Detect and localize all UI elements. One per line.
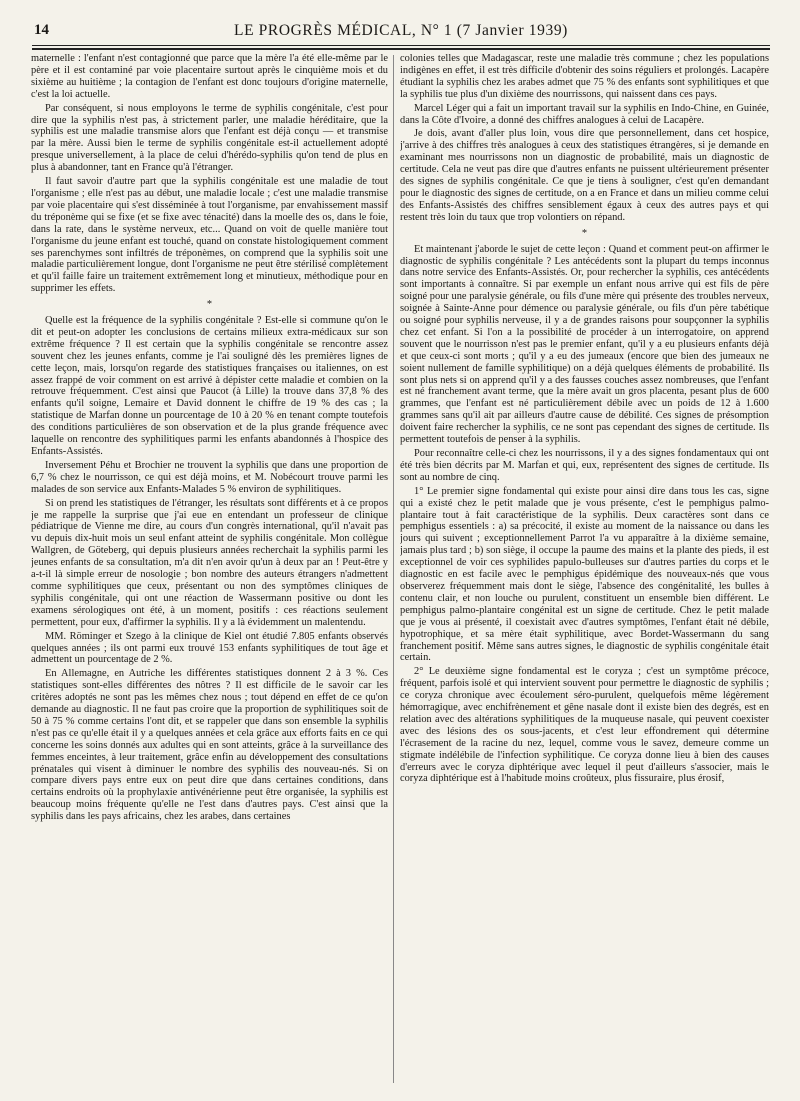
journal-title: LE PROGRÈS MÉDICAL, N° 1 (7 Janvier 1939) [234, 22, 568, 39]
paragraph: Marcel Léger qui a fait un important travail sur la syphilis en Indo-Chine, en Guinée, dans la Côte d'Ivoire, a donné des chiffres analogues à celui de Lacapère. [400, 102, 769, 126]
paragraph: Par conséquent, si nous employons le terme de syphilis congénitale, c'est pour dire que la syphilis n'est pas, à strictement parler, une maladie héréditaire, que la syphilis est une maladie transmise alors que l'enfant est déjà conçu — et transmise par la mère. Aussi bien le terme de syphilis congénitale est-il actuellement adopté presque universellement, à la place de celui d'hérédo-syphilis qu'on tend de plus en plus à abandonner, tant en France qu'à l'étranger. [31, 102, 388, 174]
paragraph: Si on prend les statistiques de l'étranger, les résultats sont différents et à ce propos je me rappelle la surprise que j'ai eue en entendant un professeur de clinique pédiatrique de Vienne me dire, au cours d'un congrès international, qu'il n'avait pas vu depuis dix-huit mois un seul enfant atteint de syphilis congénitale. Mon collègue Wallgren, de Göteberg, qui depuis plusieurs années recherchait la syphilis parmi les jeunes enfants de sa consultation, m'a dit n'en avoir qu'un à deux par an ! Peut-être y a-t-il là simple erreur de nosologie ; bon nombre des auteurs étrangers n'admettent comme syphilitiques que ceux, présentant ou non des symptômes cliniques de syphilis congénitale, qui ont une réaction de Wassermann positive ou dont les examens sérologiques ont été, à un moment, positifs : ces réactions seulement permettent, pour eux, d'affirmer la syphilis. Il y a là évidemment un malentendu. [31, 497, 388, 628]
section-separator: * [206, 299, 213, 311]
header-rule [32, 45, 770, 50]
paragraph: En Allemagne, en Autriche les différentes statistiques donnent 2 à 3 %. Ces statistiques sont-elles différentes des nôtres ? Il est difficile de le savoir car les critères adoptés ne sont pas les mêmes chez nous ; tout dépend en effet de ce qu'on demande au diagnostic. Il ne faut pas croire que la proportion de syphilitiques soit de 50 à 75 % comme certains l'ont dit, et se rappeler que dans son ensemble la syphilis n'est pas ce qu'elle était il y a quelques années et cela grâce aux efforts faits en ce qui concerne les soins donnés aux adultes qui en sont atteints, grâce à la surveillance des femmes enceintes, à leur traitement, grâce enfin au développement des consultations prénatales qui visent à diminuer le nombre des syphilis des nouveau-nés. Si on compare divers pays entre eux on peut dire que dans certaines conditions, dans certains endroits où la prophylaxie antivénérienne peut être organisée, la syphilis est beaucoup moins fréquente qu'elle ne l'est dans d'autres pays. C'est ainsi que la syphilis dans les pays africains, chez les arabes, dans certaines [31, 668, 388, 823]
paragraph: MM. Röminger et Szego à la clinique de Kiel ont étudié 7.805 enfants observés quelques années ; ils ont parmi eux trouvé 153 enfants syphilitiques de tout âge et admettent un pourcentage de 2 %. [31, 630, 388, 666]
section-separator: * [581, 227, 588, 239]
paragraph: Il faut savoir d'autre part que la syphilis congénitale est une maladie de tout l'organisme ; elle n'est pas au début, une maladie locale ; c'est une maladie transmise par voie placentaire qui s'est disséminée à tout l'organisme, par envahissement massif du tréponème qui se fixe (et se fixe avec ténacité) dans la moelle des os, dans le foie, dans la rate, dans le système nerveux, etc... Quand on voit de quelle manière tout l'organisme du jeune enfant est touché, quand on constate histologiquement comment ses parenchymes sont infiltrés de tréponèmes, on comprend que la syphilis soit une maladie particulièrement longue, dont l'organisme ne peut être stérilisé complètement et qu'il faille faire un traitement extrêmement long et minutieux, méthodique pour en supprimer les effets. [31, 176, 388, 295]
paragraph: 1° Le premier signe fondamental qui existe pour ainsi dire dans tous les cas, signe qui a existé chez le petit malade que je vous présente, c'est le pemphigus palmo-plantaire tout à fait caractéristique de la syphilis. Deux caractères sont dans ce pemphigus essentiels : a) sa précocité, il existe au moment de la naissance ou dans les jours qui suivent ; exceptionnellement Parrot l'a vu apparaître à la dixième semaine, jamais plus tard ; b) son siège, il occupe la paume des mains et la plante des pieds, il est exceptionnel de voir ces syphilides papulo-bulleuses sur d'autres parties du corps et le diagnostic en est facile avec le pemphigus épidémique des nouveaux-nés que vous observerez fréquemment mais dont le siège, l'absence des congénitalité, les bulles à contenu clair, et non louche ou purulent, constituent un ensemble bien différent. Le pemphigus palmo-plantaire congénital est un signe de certitude. Chez le petit malade que je vous ai présenté, il coexistait avec d'autres symptômes, l'enfant était né débile, hypotrophique, et sa mère était syphilitique, avec Bordet-Wassermann du sang franchement positif. Même sans autres signes, le diagnostic de syphilis congénitale était certain. [400, 485, 769, 664]
paragraph: Et maintenant j'aborde le sujet de cette leçon : Quand et comment peut-on affirmer le diagnostic de syphilis congénitale ? Les antécédents sont la plupart du temps inconnus dans notre service des Enfants-Assistés. Or, pour rechercher la syphilis, ces antécédents sont importants à connaître. Si par exemple un enfant nous arrive qui est fils de père soigné pour une paralysie générale, ou fils d'une mère qui présente des troubles nerveux, soignée à Sainte-Anne pour démence ou paralysie générale, ou fils d'un père tabétique ou soigné pour syphilis nerveuse, il y a de grandes raisons pour soupçonner la syphilis chez cet enfant. Si l'on a la possibilité de procéder à un interrogatoire, on apprend souvent que le nourrisson n'est pas le premier enfant, qu'il y a eu plusieurs enfants déjà et que ceux-ci sont morts ; qu'il y a eu des jumeaux (encore que bien des jumeaux ne soient nullement de famille syphilitique) on a déjà quelques éléments de probabilité. Ils sont plus nets si on apprend qu'il y a des fausses couches assez nombreuses, que l'enfant est né franchement avant terme, que la mère avait un gros placenta, pesant plus de 600 grammes, que l'enfant est né particulièrement débile avec un poids de 12 à 1.600 grammes sans qu'il ait par ailleurs d'autre cause de débilité. Ces signes de présomption doivent faire rechercher la syphilis, ce ne sont pas cependant des signes de certitude. Ils permettent toutefois de penser à la syphilis. [400, 243, 769, 446]
paragraph: 2° Le deuxième signe fondamental est le coryza ; c'est un symptôme précoce, fréquent, parfois isolé et qui intervient souvent pour permettre le diagnostic de syphilis ; ce coryza chronique avec écoulement séro-purulent, quelquefois même légèrement hémorragique, avec enchifrènement et gêne nasale dont il existe bien des degrés, est en relation avec des altérations syphilitiques de la muqueuse nasale, qui peuvent coexister avec des lésions des os sous-jacents, et c'est leur effondrement qui détermine l'écrasement de la racine du nez, lequel, comme vous le savez, demeure comme un stigmate indélébile de l'infection syphilitique. Ce coryza donne lieu à bien des causes d'erreurs avec le coryza diphtérique avec lequel il peut d'ailleurs s'associer, mais le coryza diphtérique est à l'habitude moins croûteux, plus fissuraire, plus érosif, [400, 666, 769, 785]
paragraph: colonies telles que Madagascar, reste une maladie très commune ; chez les populations indigènes en effet, il est très difficile d'obtenir des soins réguliers et prolongés. Lacapère étudiant la syphilis chez les arabes admet que 75 % des enfants sont syphilitiques et que la syphilis tue plus d'un dixième des nourrissons, qui naissent dans ces pays. [400, 53, 769, 100]
column-divider [393, 55, 394, 1083]
page-number: 14 [34, 22, 49, 38]
paragraph: Pour reconnaître celle-ci chez les nourrissons, il y a des signes fondamentaux qui ont été très bien décrits par M. Marfan et qui, eux, représentent des signes de certitude. Ils sont au nombre de cinq. [400, 448, 769, 483]
paragraph: Je dois, avant d'aller plus loin, vous dire que personnellement, dans cet hospice, j'arrive à des chiffres très analogues à ceux des statistiques étrangères, si je demande en examinant mes nourrissons non un diagnostic de probabilité, mais un diagnostic de certitude. Cela ne veut pas dire que d'autres enfants ne puissent ultérieurement présenter des signes de syphilis congénitale. Ce que je tiens à souligner, c'est qu'en demandant pour le diagnostic des signes de certitude, on a en France et dans un milieu comme celui des Enfants-Assistés des chiffres sensiblement égaux à ceux des autres pays et qui restent très loin du taux que trop volontiers on répand. [400, 128, 769, 223]
paragraph: Quelle est la fréquence de la syphilis congénitale ? Est-elle si commune qu'on le dit et peut-on adopter les conclusions de certains milieux extra-médicaux sur son extrême fréquence ? Il est certain que la syphilis congénitale se rencontre assez souvent chez les jeunes enfants, comme je l'ai souligné dès les premières lignes de cette leçon, mais, lorsqu'on regarde des statistiques françaises ou italiennes, on est assez frappé de voir comment on est arrivé à dépister cette maladie et combien on la retrouve fréquemment. C'est ainsi que Paucot (à Lille) la trouve dans 37,8 % des enfants qu'il soigne, Lemaire et David donnent le chiffre de 19 % des cas ; la statistique de Marfan donne un pourcentage de 10 à 20 % en tenant compte toutefois des conditions particulières de son observation et de la plus grande fréquence avec laquelle on rencontre des syphilitiques parmi les enfants abandonnés à l'hospice des Enfants-Assistés. [31, 315, 388, 457]
left-column [31, 53, 388, 1085]
page-header [32, 22, 770, 46]
paragraph: Inversement Péhu et Brochier ne trouvent la syphilis que dans une proportion de 6,7 % chez le nourrisson, ce qui est déjà moins, et M. Nobécourt trouve parmi les malades de son service aux Enfants-Malades 5 % environ de syphilitiques. [31, 459, 388, 495]
right-column [400, 53, 769, 1085]
paragraph: maternelle : l'enfant n'est contagionné que parce que la mère l'a été elle-même par le père et il est contaminé par voie placentaire surtout après le cinquième mois et du sixième au huitième ; la contagion de l'enfant est donc toujours d'origine maternelle, c'est la loi actuelle. [31, 53, 388, 100]
